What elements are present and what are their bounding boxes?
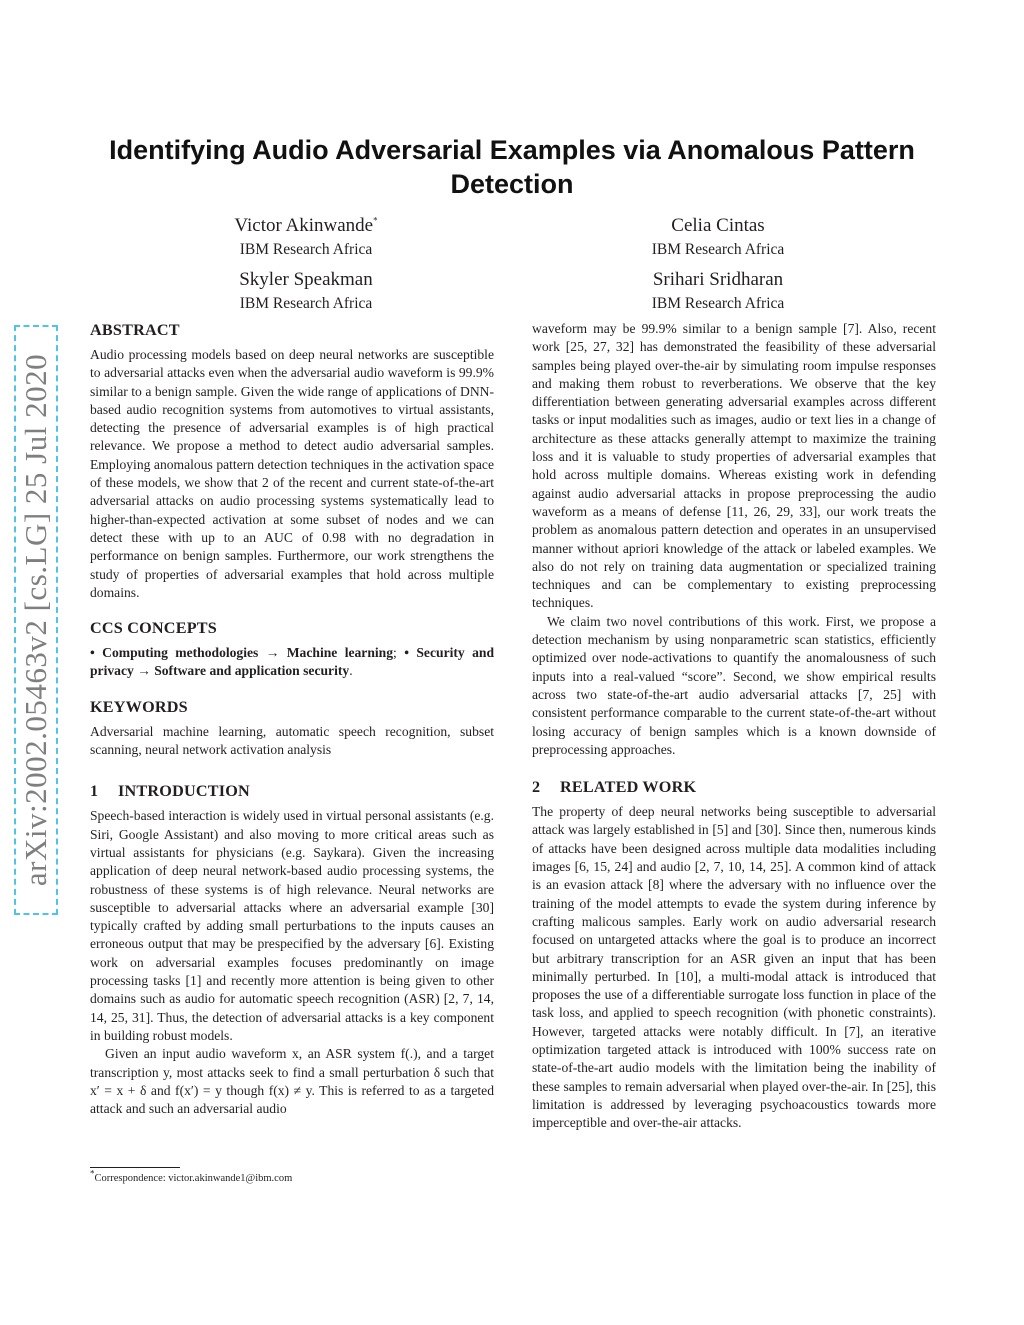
paper-title: Identifying Audio Adversarial Examples via Anomalous Pattern Detection: [109, 135, 915, 199]
right-column: [532, 320, 936, 1132]
footnote: *Correspondence: victor.akinwande1@ibm.com: [90, 1168, 293, 1184]
footnote-rule: [90, 1167, 180, 1168]
author-affiliation: IBM Research Africa: [651, 241, 785, 258]
intro-paragraph-3: waveform may be 99.9% similar to a benign sample [7]. Also, recent work [25, 27, 32] has demonstrated the feasibility of these adversarial samples being played over-the-air by simulating room impulse responses and making them robust to reverberations. We observe that the key differentiation between generating adversarial examples across different tasks or input modalities such as images, audio or text lies in a change of architecture as these attacks generally attempt to maximize the training loss and it is valuable to study properties of adversarial examples that hold across multiple domains. Whereas existing work in defending against audio adversarial attacks in propose preprocessing the audio waveform as a means of defense [11, 26, 29, 33], our work treats the problem as anomalous pattern detection and operates in an unsupervised manner without apriori knowledge of the attack or labeled examples. We also do not rely on training data augmentation or specialized training techniques and can be complementary to existing preprocessing techniques.: [532, 321, 936, 611]
arxiv-stamp: [14, 325, 58, 915]
intro-paragraph-1: Speech-based interaction is widely used in virtual personal assistants (e.g. Siri, Google Assistant) and also moving to more critical areas such as virtual assistants for physicians (e.g. Saykara). Given the increasing application of deep neural network-based audio processing systems, the robustness of these systems is of high relevance. Neural networks are susceptible to adversarial attacks where an adversarial example [30] typically crafted by adding small perturbations to the inputs causes an erroneous output that may be prespecified by the adversary [6]. Existing work on adversarial examples focuses predominantly on image processing tasks [1] and recently more attention is being given to other domains such as audio for automatic speech recognition (ASR) [2, 7, 14, 14, 25, 31]. Thus, the detection of adversarial attacks is a key component in building robust models.: [90, 808, 494, 1043]
ccs-concepts: • Computing methodologies → Machine learning; • Security and privacy → Software and application security.: [90, 645, 495, 679]
section-heading-introduction: 1 INTRODUCTION: [90, 782, 250, 801]
author-mark: *: [373, 215, 378, 226]
author-name: Celia Cintas: [671, 215, 765, 236]
ccs-heading: CCS CONCEPTS: [90, 619, 217, 638]
author-name: Victor Akinwande: [234, 215, 374, 236]
intro-paragraph-4: We claim two novel contributions of this work. First, we propose a detection mechanism by using nonparametric scan statistics, efficiently optimized over node-activations to quantify the anomalousness of such inputs into a real-valued “score”. Second, we show empirical results across two state-of-the-art audio adversarial attacks [7, 25] with consistent performance comparable to the current state-of-the-art without losing accuracy of benign samples which is a known downside of preprocessing approaches.: [532, 613, 936, 757]
author-block-4: [568, 268, 868, 314]
related-work-paragraph: The property of deep neural networks being susceptible to adversarial attack was largely established in [5] and [30]. Since then, numerous kinds of attacks have been designed across multiple data modalities including images [6, 15, 24] and audio [2, 7, 10, 14, 25]. A common kind of attack is an evasion attack [8] where the adversary with no influence over the training of the model attempts to evade the system during inference by crafting malicous samples. Early work on audio adversarial research focused on untargeted attacks where the goal is to produce an incorrect but arbitrary transcription for an ASR given an input that has been minimally perturbed. In [10], a multi-modal attack is introduced that proposes the use of a differentiable surrogate loss function in place of the task loss, and applied to speech recognition (with phonetic constraints). However, targeted attacks were notably difficult. In [7], an iterative optimization targeted attack is introduced with 100% success rate on state-of-the-art audio models with the limitation being the inability of these samples to remain adversarial when played over-the-air. In [25], this limitation is addressed by leveraging psychoacoustics towards more imperceptible and over-the-air attacks.: [532, 804, 936, 1131]
author-affiliation: IBM Research Africa: [239, 295, 373, 312]
author-name: Skyler Speakman: [239, 269, 373, 290]
keywords-text: Adversarial machine learning, automatic speech recognition, subset scanning, neural network activation analysis: [90, 723, 494, 758]
author-affiliation: IBM Research Africa: [239, 241, 373, 258]
intro-paragraph-2: Given an input audio waveform x, an ASR system f(.), and a target transcription y, most attacks seek to find a small perturbation δ such that x′ = x + δ and f(x′) = y though f(x) ≠ y. This is referred to as a targeted attack and such an adversarial audio: [90, 1046, 494, 1117]
left-column: [90, 320, 494, 1118]
author-name: Srihari Sridharan: [652, 269, 784, 290]
author-block-2: [568, 214, 868, 260]
arxiv-stamp-text: arXiv:2002.05463v2 [cs.LG] 25 Jul 2020: [18, 353, 53, 887]
keywords-heading: KEYWORDS: [90, 697, 188, 716]
section-heading-related-work: 2 RELATED WORK: [532, 778, 697, 797]
author-affiliation: IBM Research Africa: [651, 295, 785, 312]
abstract-text: Audio processing models based on deep neural networks are susceptible to adversarial attacks even when the adversarial audio waveform is 99.9% similar to a benign sample. Given the wide range of applications of DNN-based audio recognition systems from automotives to virtual assistants, detecting the presence of adversarial examples is of high practical relevance. We propose a method to detect audio adversarial samples. Employing anomalous pattern detection techniques in the activation space of these models, we show that 2 of the recent and current state-of-the-art adversarial attacks on audio processing systems systematically lead to higher-than-expected activation at some subset of nodes and we can detect these with up to an AUC of 0.98 with no degradation in performance on benign samples. Furthermore, our work strengthens the study of properties of adversarial examples that hold across multiple domains.: [90, 347, 494, 600]
author-block-3: [156, 268, 456, 314]
abstract-heading: ABSTRACT: [90, 321, 180, 339]
author-block-1: [156, 214, 456, 260]
